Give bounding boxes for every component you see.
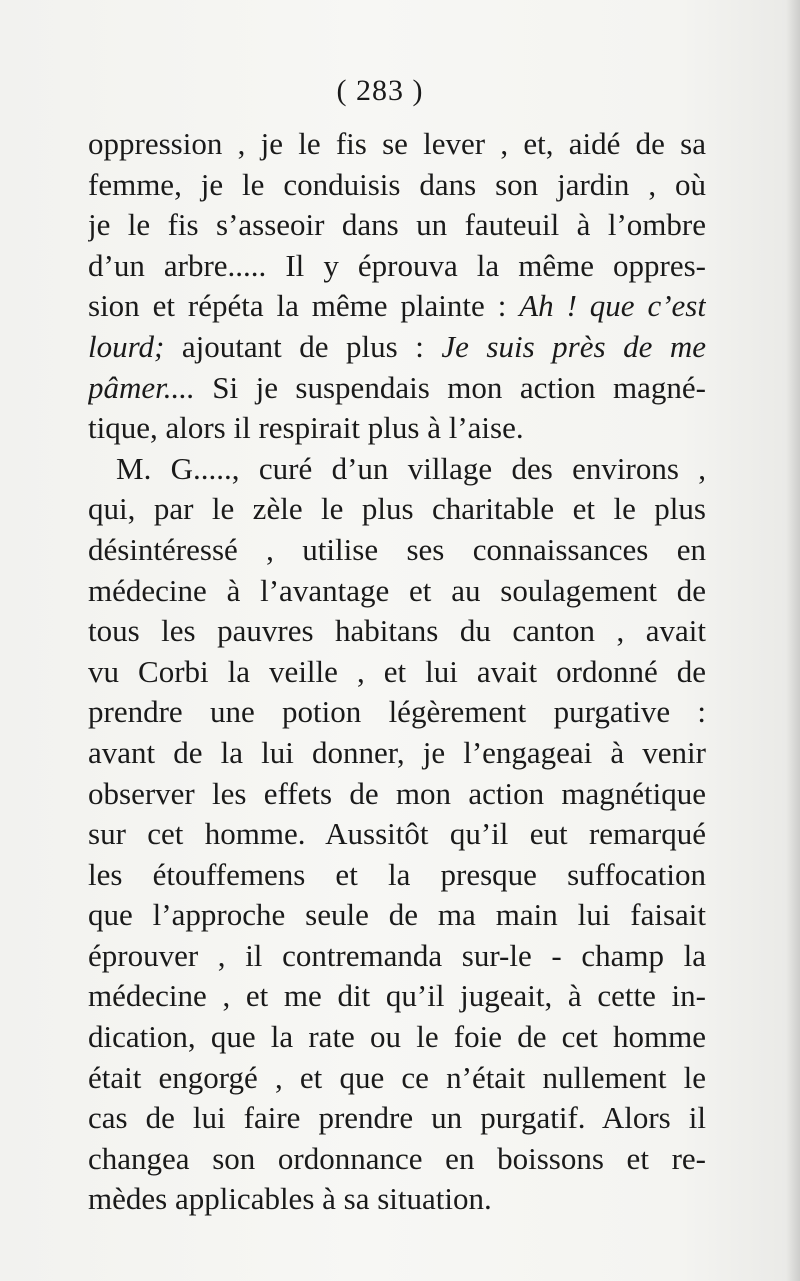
text-segment: tique, alors il respirait plus à l’aise. [88, 410, 524, 446]
text-line [88, 814, 706, 855]
text-line [88, 246, 706, 287]
text-segment: M. G....., curé d’un village des environs , [116, 450, 706, 486]
text-segment: femme, je le conduisis dans son jardin , où [88, 166, 706, 202]
text-line [88, 205, 706, 246]
text-segment: dication, que la rate ou le foie de cet homme [88, 1019, 706, 1055]
text-segment: oppression , je le fis se lever , et, aidé de sa [88, 126, 706, 161]
text-line [88, 165, 706, 206]
text-line [88, 408, 706, 449]
text-line [88, 530, 706, 571]
text-line [88, 774, 706, 815]
text-segment: tous les pauvres habitans du canton , avait [88, 613, 706, 649]
text-segment: vu Corbi la veille , et lui avait ordonné de [88, 653, 706, 689]
text-line [88, 1017, 706, 1058]
text-segment: observer les effets de mon action magnétique [88, 775, 706, 811]
text-segment: sion et répéta la même plainte : [88, 288, 520, 324]
text-line [88, 855, 706, 896]
text-segment: éprouver , il contremanda sur-le - champ la [88, 937, 706, 973]
text-line [88, 489, 706, 530]
text-segment: mèdes applicables à sa situation. [88, 1181, 492, 1217]
text-segment: sur cet homme. Aussitôt qu’il eut remarqué [88, 816, 706, 852]
text-segment: médecine , et me dit qu’il jugeait, à cette in- [88, 978, 706, 1014]
text-line [88, 895, 706, 936]
text-line [88, 368, 706, 409]
italic-text-segment: Je suis près de me [441, 328, 706, 364]
text-segment: changea son ordonnance en boissons et re- [88, 1140, 706, 1176]
text-line [88, 327, 706, 368]
text-line [88, 611, 706, 652]
text-segment: les étouffemens et la presque suffocation [88, 856, 706, 892]
text-line [88, 692, 706, 733]
text-line [88, 1058, 706, 1099]
text-segment: prendre une potion légèrement purgative : [88, 694, 706, 730]
text-segment: je le fis s’asseoir dans un fauteuil à l’ombre [88, 207, 706, 243]
text-line [88, 449, 706, 490]
text-segment: cas de lui faire prendre un purgatif. Alors il [88, 1100, 706, 1136]
text-segment: médecine à l’avantage et au soulagement de [88, 572, 706, 608]
text-segment: ajoutant de plus : [164, 328, 442, 364]
body-text [88, 124, 706, 1220]
text-segment: Si je suspendais mon action magné- [194, 369, 706, 405]
text-line [88, 976, 706, 1017]
text-line [88, 1179, 706, 1220]
text-line [88, 936, 706, 977]
text-segment: était engorgé , et que ce n’était nullement le [88, 1059, 706, 1095]
page-number: ( 283 ) [336, 74, 424, 107]
text-line [88, 652, 706, 693]
text-line [88, 1098, 706, 1139]
text-segment: qui, par le zèle le plus charitable et le plus [88, 491, 706, 527]
italic-text-segment: Ah ! que c’est [519, 288, 706, 324]
text-line [88, 286, 706, 327]
text-line [88, 124, 706, 165]
page-edge-shadow [786, 0, 800, 1281]
text-line [88, 1139, 706, 1180]
text-line [88, 733, 706, 774]
text-line [88, 571, 706, 612]
italic-text-segment: lourd; [88, 328, 165, 364]
italic-text-segment: pâmer.... [88, 369, 195, 405]
text-segment: d’un arbre..... Il y éprouva la même oppres- [88, 247, 706, 283]
text-segment: désintéressé , utilise ses connaissances en [88, 531, 706, 567]
text-segment: que l’approche seule de ma main lui faisait [88, 897, 706, 933]
text-segment: avant de la lui donner, je l’engageai à venir [88, 734, 706, 770]
